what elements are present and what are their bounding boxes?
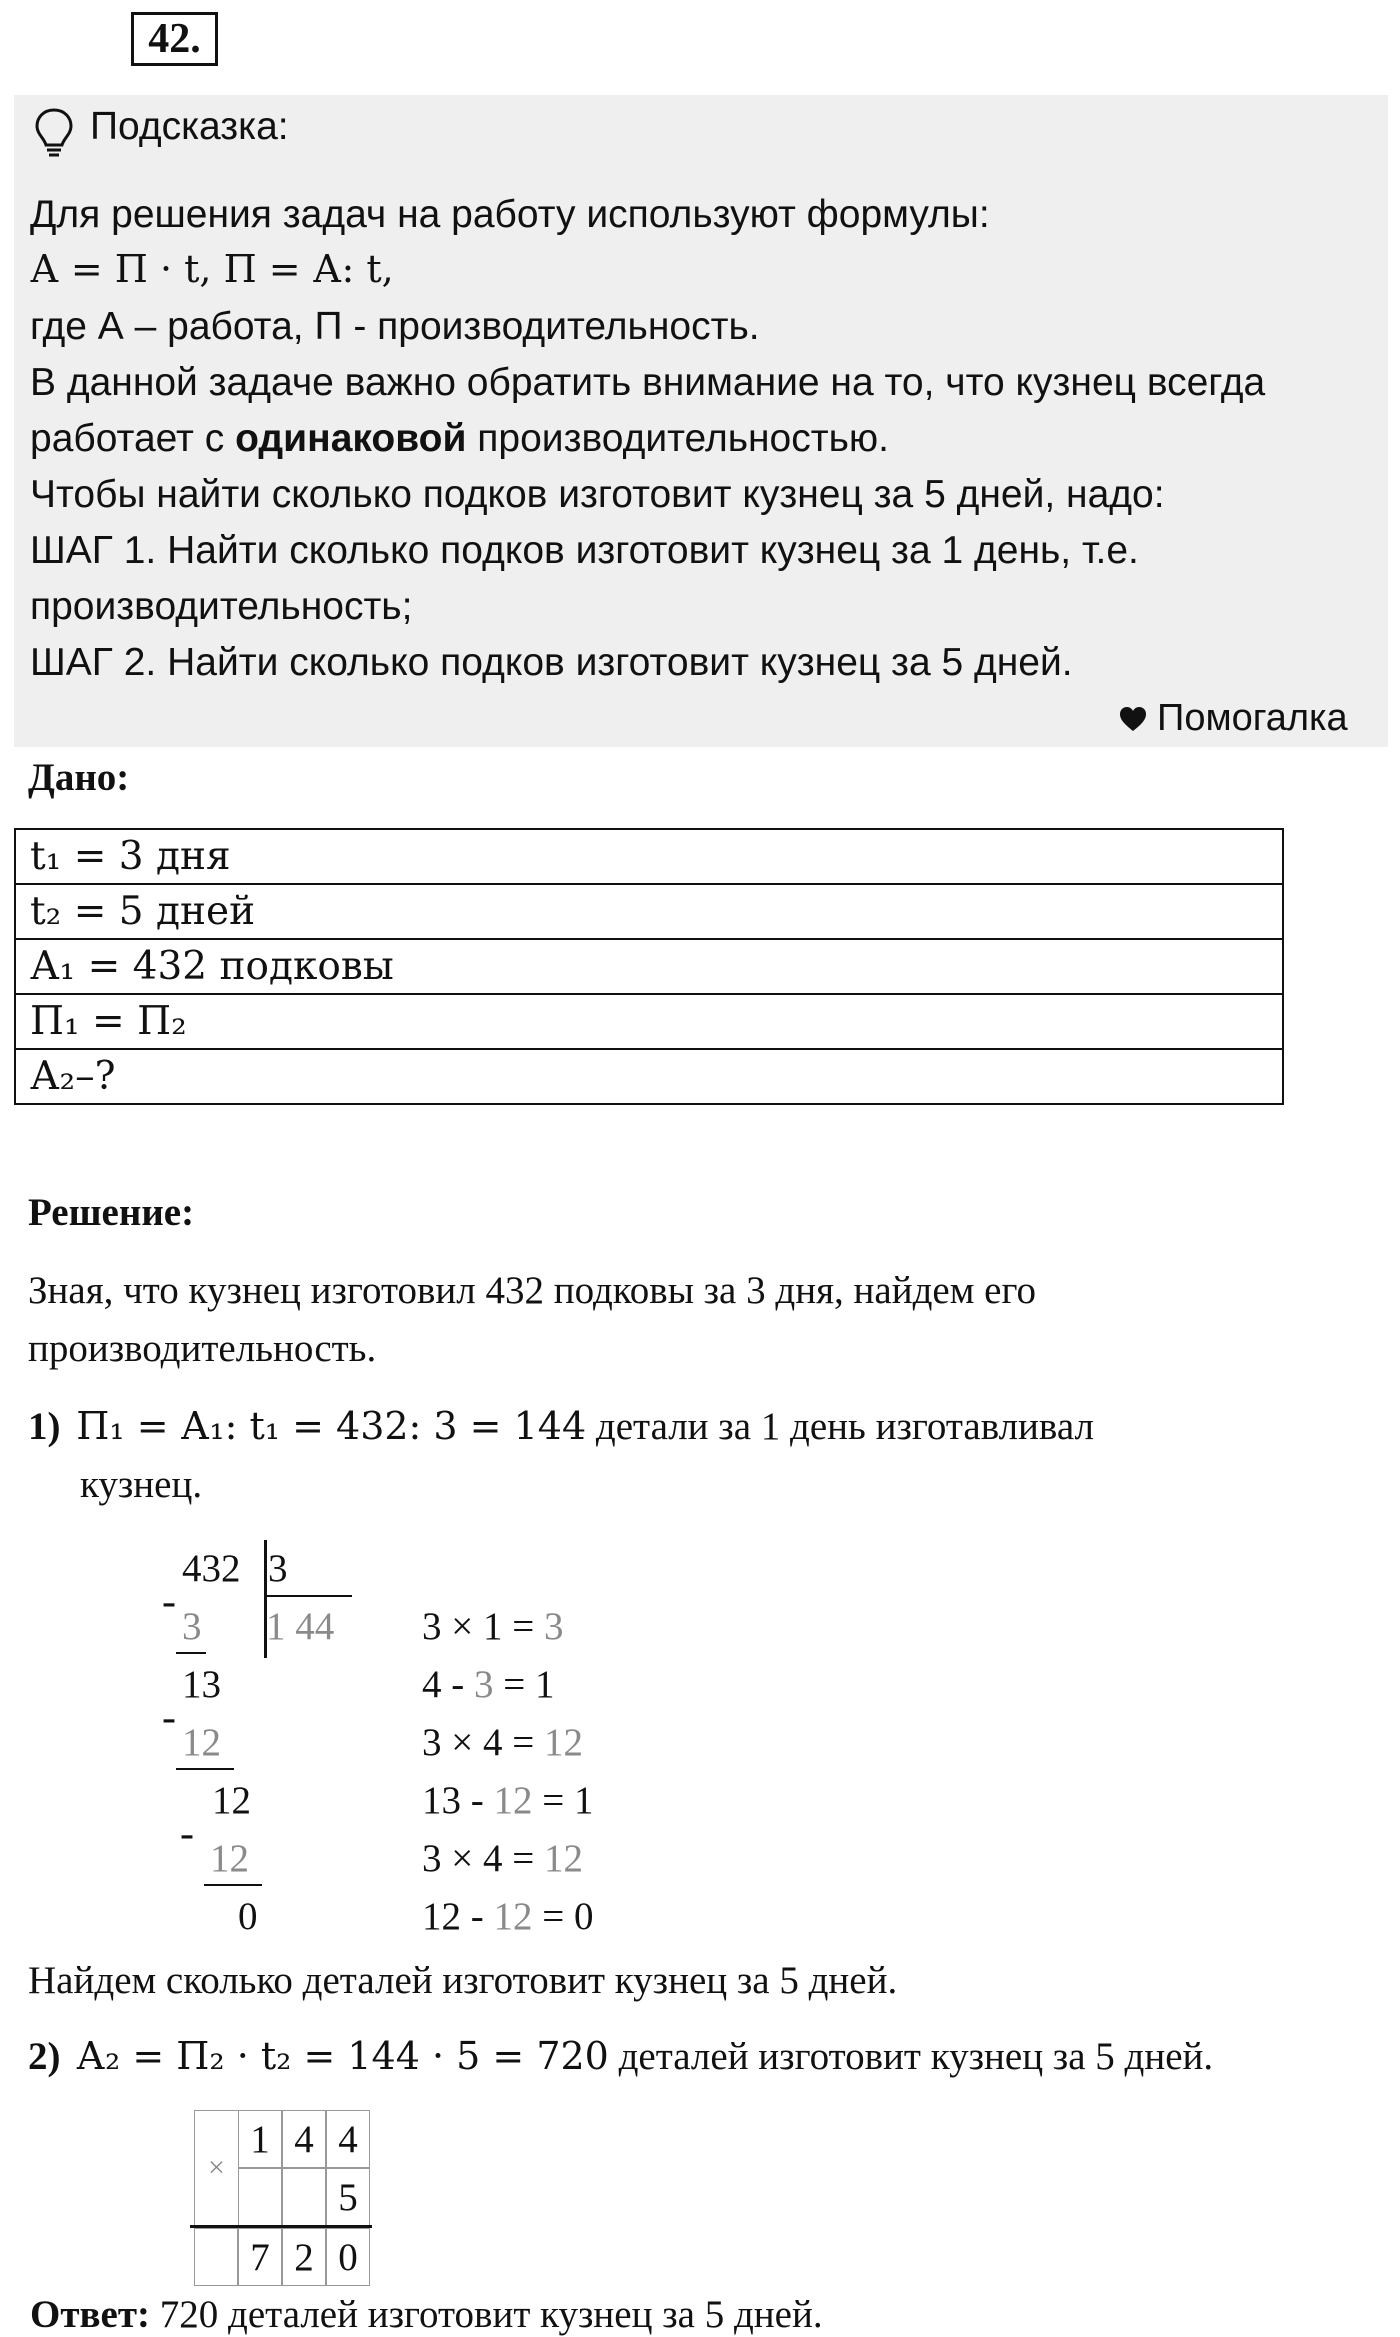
- hint-line: В данной задаче важно обратить внимание на то, что кузнец всегда: [30, 361, 1266, 404]
- minus-sign: -: [162, 1579, 176, 1625]
- lightbulb-icon: [34, 107, 74, 159]
- hint-text: Найти сколько подков изготовит кузнец за 5 дней.: [156, 641, 1073, 684]
- division-note: 13 - 12 = 1: [422, 1779, 594, 1822]
- solution-text: кузнец.: [80, 1463, 203, 1506]
- grid-cell: 7: [238, 2228, 282, 2286]
- division-row: 0: [238, 1895, 258, 1938]
- given-row: [15, 939, 1283, 994]
- grid-cell: 1: [238, 2110, 282, 2168]
- step-text: детали за 1 день изготавливал: [586, 1405, 1094, 1448]
- brand-text: Помогалка: [1157, 697, 1348, 739]
- solution-text: производительность.: [28, 1327, 377, 1370]
- answer-label: Ответ:: [30, 2293, 151, 2336]
- given-table: [14, 828, 1284, 1105]
- step-text: деталей изготовит кузнец за 5 дней.: [608, 2035, 1214, 2078]
- given-cell: А₁ = 432 подковы: [15, 939, 1283, 994]
- division-rule: [176, 1768, 234, 1770]
- grid-cell: 5: [326, 2168, 370, 2226]
- divisor: 3: [268, 1547, 288, 1590]
- hint-formula: А = П · t, П = А: t,: [30, 247, 394, 291]
- quotient: 1 44: [266, 1605, 335, 1648]
- division-note: 12 - 12 = 0: [422, 1895, 594, 1938]
- given-row: [15, 884, 1283, 939]
- given-row: [15, 1049, 1283, 1104]
- hint-line: [30, 417, 889, 461]
- given-cell: t₁ = 3 дня: [15, 829, 1283, 884]
- grid-cell: 2: [282, 2228, 326, 2286]
- hint-text: Найти сколько подков изготовит кузнец за 1 день, т.е.: [156, 529, 1139, 572]
- step-1: [28, 1404, 1094, 1449]
- hint-line: где А – работа, П - производительность.: [30, 305, 760, 348]
- hint-line: Для решения задач на работу используют формулы:: [30, 193, 990, 236]
- hint-line: производительность;: [30, 585, 413, 628]
- step-label: ШАГ 1.: [30, 529, 157, 572]
- given-cell: t₂ = 5 дней: [15, 884, 1283, 939]
- solution-text: Зная, что кузнец изготовил 432 подковы за 3 дня, найдем его: [28, 1269, 1036, 1312]
- task-number: 42.: [131, 12, 218, 66]
- division-row: 3: [182, 1605, 202, 1648]
- heart-icon: [1119, 706, 1147, 732]
- divisor-underline: [264, 1595, 352, 1597]
- given-cell: П₁ = П₂: [15, 994, 1283, 1049]
- grid-cell: [282, 2168, 326, 2226]
- grid-cell: 4: [326, 2110, 370, 2168]
- step-2: [28, 2034, 1213, 2079]
- grid-cell: [238, 2168, 282, 2226]
- hint-text: работает с: [30, 417, 236, 460]
- hint-box: [14, 95, 1388, 747]
- hint-step-2: [30, 641, 1073, 685]
- division-note: 4 - 3 = 1: [422, 1663, 555, 1706]
- multiplication-sign-cell: ×: [194, 2110, 238, 2226]
- given-cell: А₂–?: [15, 1049, 1283, 1104]
- minus-sign: -: [162, 1695, 176, 1741]
- step-number: 2): [28, 2035, 61, 2078]
- step-label: ШАГ 2.: [30, 641, 157, 684]
- hint-emphasis: одинаковой: [235, 417, 467, 460]
- division-rule: [204, 1884, 262, 1886]
- solution-text: Найдем сколько деталей изготовит кузнец за 5 дней.: [28, 1959, 898, 2002]
- hint-line: Чтобы найти сколько подков изготовит кузнец за 5 дней, надо:: [30, 473, 1165, 516]
- hint-step-1: [30, 529, 1139, 573]
- minus-sign: -: [180, 1811, 194, 1857]
- hint-text: производительностью.: [466, 417, 890, 460]
- brand-label: [1119, 697, 1348, 740]
- division-note: 3 × 4 = 12: [422, 1837, 583, 1880]
- answer: [30, 2292, 823, 2337]
- given-row: [15, 829, 1283, 884]
- hint-title: Подсказка:: [90, 105, 289, 148]
- division-rule: [176, 1652, 206, 1654]
- answer-text: 720 деталей изготовит кузнец за 5 дней.: [150, 2293, 823, 2336]
- division-note: 3 × 1 = 3: [422, 1605, 564, 1648]
- step-number: 1): [28, 1405, 61, 1448]
- grid-cell: [194, 2228, 238, 2286]
- division-row: 13: [182, 1663, 221, 1706]
- step-formula: П₁ = А₁: t₁ = 432: 3 = 144: [76, 1404, 587, 1448]
- division-note: 3 × 4 = 12: [422, 1721, 583, 1764]
- grid-cell: 4: [282, 2110, 326, 2168]
- given-heading: Дано:: [28, 756, 130, 799]
- division-row: 12: [182, 1721, 221, 1764]
- grid-cell: 0: [326, 2228, 370, 2286]
- division-row: 12: [210, 1837, 249, 1880]
- dividend: 432: [182, 1547, 241, 1590]
- division-row: 12: [212, 1779, 251, 1822]
- step-formula: А₂ = П₂ · t₂ = 144 · 5 = 720: [76, 2034, 609, 2078]
- given-row: [15, 994, 1283, 1049]
- solution-heading: Решение:: [28, 1191, 195, 1234]
